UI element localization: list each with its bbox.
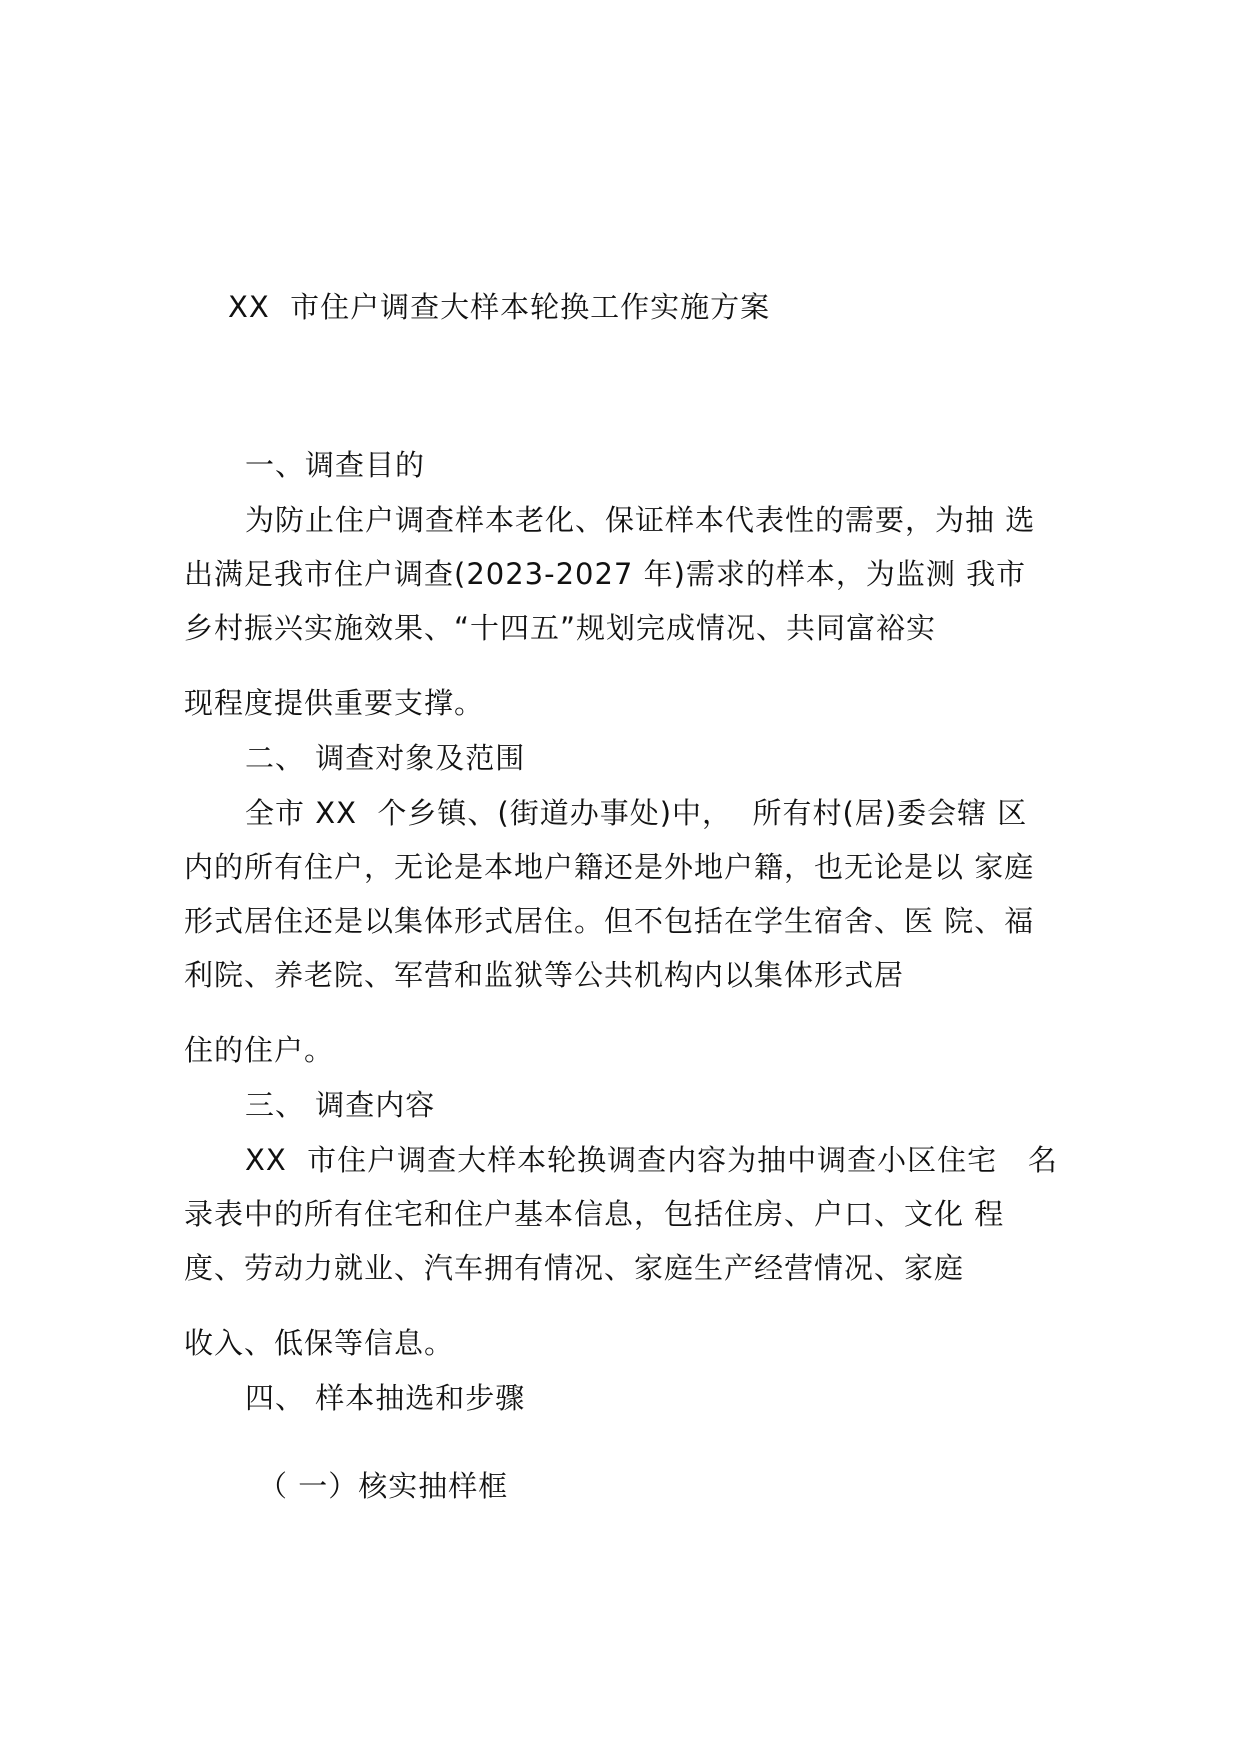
document-title: XX 市住户调查大样本轮换工作实施方案 <box>228 290 771 324</box>
paragraph-line: 住的住户。 <box>184 1033 335 1067</box>
paragraph-line: 出满足我市住户调查(2023-2027 年)需求的样本，为监测 我市 <box>184 557 1027 591</box>
paragraph-line: XX 市住户调查大样本轮换调查内容为抽中调查小区住宅 名 <box>245 1143 1058 1177</box>
paragraph-line: 为防止住户调查样本老化、保证样本代表性的需要，为抽 选 <box>245 503 1036 537</box>
paragraph-line: 收入、低保等信息。 <box>184 1326 455 1360</box>
paragraph-line: 录表中的所有住宅和住户基本信息，包括住房、户口、文化 程 <box>184 1197 1005 1231</box>
paragraph-line: 全市 XX 个乡镇、(街道办事处)中， 所有村(居)委会辖 区 <box>245 796 1028 830</box>
section-heading-4: 四、 样本抽选和步骤 <box>245 1381 526 1415</box>
paragraph-line: 形式居住还是以集体形式居住。但不包括在学生宿舍、医 院、福 <box>184 904 1035 938</box>
section-heading-3: 三、 调查内容 <box>245 1088 436 1122</box>
paragraph-line: 现程度提供重要支撑。 <box>184 686 485 720</box>
paragraph-line: 利院、养老院、军营和监狱等公共机构内以集体形式居 <box>184 958 905 992</box>
paragraph-line: 乡村振兴实施效果、“十四五”规划完成情况、共同富裕实 <box>184 611 937 645</box>
section-heading-2: 二、 调查对象及范围 <box>245 741 526 775</box>
paragraph-line: 度、劳动力就业、汽车拥有情况、家庭生产经营情况、家庭 <box>184 1251 965 1285</box>
subsection-heading: （ 一）核实抽样框 <box>258 1469 509 1503</box>
section-heading-1: 一、调查目的 <box>245 448 426 482</box>
paragraph-line: 内的所有住户，无论是本地户籍还是外地户籍，也无论是以 家庭 <box>184 850 1035 884</box>
